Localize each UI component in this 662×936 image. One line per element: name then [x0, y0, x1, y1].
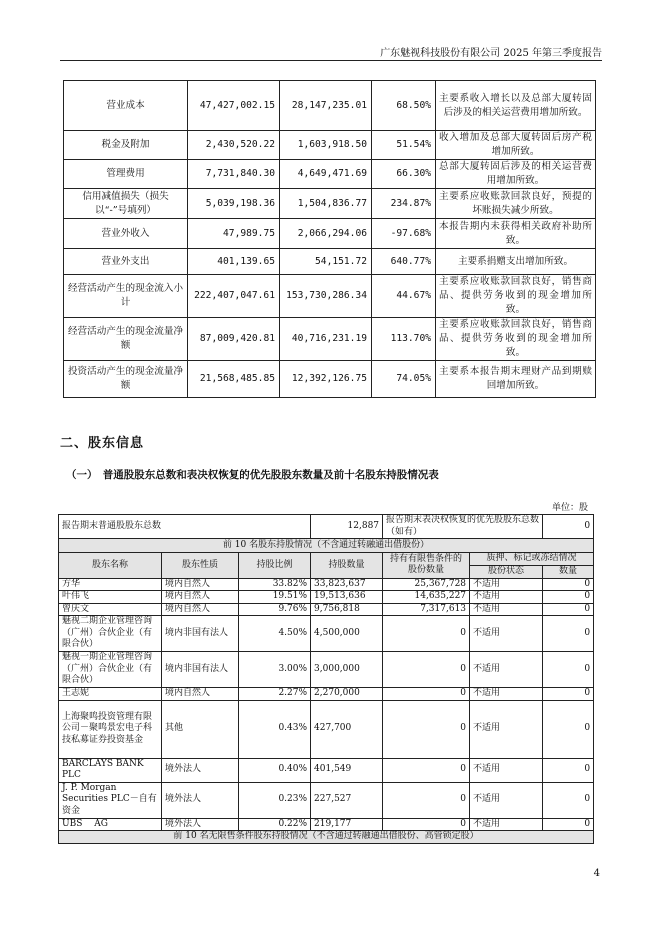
holder-nature: 境外法人: [162, 818, 239, 831]
current-value: 5,039,198.36: [188, 189, 280, 219]
current-value: 222,407,047.61: [188, 275, 280, 318]
change-percent: 113.70%: [372, 318, 436, 361]
holding-ratio: 9.76%: [239, 603, 311, 616]
prior-value: 4,649,471.69: [280, 160, 372, 189]
pledge-status: 不适用: [470, 758, 543, 782]
prior-value: 2,066,294.06: [280, 219, 372, 249]
col-status: 股份状态: [470, 566, 543, 579]
change-reason: 主要系应收账款回款良好，销售商品、提供劳务收到的现金增加所致。: [436, 275, 596, 318]
prior-value: 12,392,126.75: [280, 361, 372, 398]
item-name: 信用减值损失（损失以“-”号填列）: [64, 189, 188, 219]
change-reason: 本报告期内未获得相关政府补助所致。: [436, 219, 596, 249]
change-reason: 收入增加及总部大厦转固后房产税增加所致。: [436, 131, 596, 160]
holding-ratio: 0.23%: [239, 782, 311, 818]
restricted-count: 0: [383, 782, 470, 818]
col-pledge: 质押、标记或冻结情况: [470, 553, 594, 566]
item-name: 管理费用: [64, 160, 188, 189]
holding-count: 219,177: [311, 818, 383, 831]
top10-title-row: [59, 539, 594, 553]
change-reason-table: [63, 80, 596, 398]
change-reason: 主要系收入增长以及总部大厦转固后涉及的相关运营费用增加所致。: [436, 81, 596, 131]
holder-nature: 境内自然人: [162, 578, 239, 591]
total-holders-label: 报告期末普通股股东总数: [59, 515, 311, 539]
table-row: [64, 249, 596, 275]
holding-ratio: 0.43%: [239, 700, 311, 758]
restricted-count: 0: [383, 688, 470, 701]
table-row: [59, 700, 594, 758]
holding-ratio: 19.51%: [239, 591, 311, 604]
item-name: 经营活动产生的现金流入小计: [64, 275, 188, 318]
summary-row: [59, 515, 594, 539]
pledge-status: 不适用: [470, 603, 543, 616]
holder-nature: 境内自然人: [162, 603, 239, 616]
total-holders-value: 12,887: [311, 515, 383, 539]
holding-count: 4,500,000: [311, 616, 383, 652]
holder-name: 曾庆文: [59, 603, 162, 616]
top10-title: 前 10 名股东持股情况（不含通过转融通出借股份）: [59, 539, 594, 553]
section-title: 二、股东信息: [60, 436, 145, 451]
table-row: [59, 782, 594, 818]
pledge-status: 不适用: [470, 616, 543, 652]
change-reason: 主要系应收账款回款良好，预提的坏账损失减少所致。: [436, 189, 596, 219]
col-count: 持股数量: [311, 553, 383, 579]
holding-ratio: 2.27%: [239, 688, 311, 701]
prior-value: 28,147,235.01: [280, 81, 372, 131]
holding-count: 3,000,000: [311, 652, 383, 688]
restricted-count: 0: [383, 700, 470, 758]
current-value: 47,989.75: [188, 219, 280, 249]
unrestricted-title: 前 10 名无限售条件股东持股情况（不含通过转融通出借股份、高管锁定股）: [59, 831, 594, 844]
current-value: 87,009,420.81: [188, 318, 280, 361]
change-percent: 51.54%: [372, 131, 436, 160]
holder-name: BARCLAYS BANK PLC: [59, 758, 162, 782]
holder-nature: 其他: [162, 700, 239, 758]
holder-name: UBS AG: [59, 818, 162, 831]
holder-nature: 境外法人: [162, 782, 239, 818]
change-reason: 主要系捐赠支出增加所致。: [436, 249, 596, 275]
change-reason: 主要系本报告期末理财产品到期赎回增加所致。: [436, 361, 596, 398]
shareholder-table: [58, 514, 594, 844]
restricted-count: 0: [383, 652, 470, 688]
pledge-qty: 0: [543, 782, 594, 818]
preferred-holders-value: 0: [543, 515, 594, 539]
table-row: [64, 189, 596, 219]
holding-count: 227,527: [311, 782, 383, 818]
holder-name: 上海聚鸣投资管理有限公司－聚鸣景宏电子科技私募证券投资基金: [59, 700, 162, 758]
current-value: 401,139.65: [188, 249, 280, 275]
change-percent: 68.50%: [372, 81, 436, 131]
preferred-holders-label: 报告期末表决权恢复的优先股股东总数（如有）: [383, 515, 543, 539]
col-qty: 数量: [543, 566, 594, 579]
holder-name: 方华: [59, 578, 162, 591]
holding-ratio: 0.40%: [239, 758, 311, 782]
table-row: [64, 275, 596, 318]
col-restricted: 持有有限售条件的股份数量: [383, 553, 470, 579]
item-name: 营业外收入: [64, 219, 188, 249]
holder-nature: 境外法人: [162, 758, 239, 782]
table-row: [59, 818, 594, 831]
page-header: 广东魅视科技股份有限公司 2025 年第三季度报告: [380, 48, 602, 59]
table-row: [64, 160, 596, 189]
current-value: 7,731,840.30: [188, 160, 280, 189]
pledge-qty: 0: [543, 591, 594, 604]
holder-name: 魅视二期企业管理咨询（广州）合伙企业（有限合伙）: [59, 616, 162, 652]
pledge-status: 不适用: [470, 578, 543, 591]
table-row: [59, 578, 594, 591]
pledge-status: 不适用: [470, 652, 543, 688]
table-row: [64, 361, 596, 398]
holding-count: 2,270,000: [311, 688, 383, 701]
pledge-qty: 0: [543, 758, 594, 782]
restricted-count: 0: [383, 616, 470, 652]
table-row: [64, 219, 596, 249]
table-row: [64, 318, 596, 361]
page-number: 4: [593, 868, 600, 879]
pledge-status: 不适用: [470, 688, 543, 701]
table-row: [59, 688, 594, 701]
section-subtitle: （一） 普通股股东总数和表决权恢复的优先股股东数量及前十名股东持股情况表: [66, 469, 439, 481]
change-reason: 主要系应收账款回款良好，销售商品、提供劳务收到的现金增加所致。: [436, 318, 596, 361]
restricted-count: 7,317,613: [383, 603, 470, 616]
item-name: 税金及附加: [64, 131, 188, 160]
table-row: [64, 81, 596, 131]
pledge-status: 不适用: [470, 700, 543, 758]
item-name: 营业成本: [64, 81, 188, 131]
current-value: 2,430,520.22: [188, 131, 280, 160]
holding-count: 401,549: [311, 758, 383, 782]
holding-count: 33,823,637: [311, 578, 383, 591]
col-ratio: 持股比例: [239, 553, 311, 579]
current-value: 47,427,002.15: [188, 81, 280, 131]
col-nature: 股东性质: [162, 553, 239, 579]
unit-label: 单位：股: [551, 503, 588, 513]
item-name: 投资活动产生的现金流量净额: [64, 361, 188, 398]
table-row: [64, 131, 596, 160]
pledge-qty: 0: [543, 700, 594, 758]
change-percent: 234.87%: [372, 189, 436, 219]
change-percent: 74.05%: [372, 361, 436, 398]
pledge-qty: 0: [543, 578, 594, 591]
holding-ratio: 4.50%: [239, 616, 311, 652]
prior-value: 1,504,836.77: [280, 189, 372, 219]
prior-value: 40,716,231.19: [280, 318, 372, 361]
holder-nature: 境内非国有法人: [162, 616, 239, 652]
prior-value: 54,151.72: [280, 249, 372, 275]
pledge-qty: 0: [543, 603, 594, 616]
table-row: [59, 603, 594, 616]
change-reason: 总部大厦转固后涉及的相关运营费用增加所致。: [436, 160, 596, 189]
change-percent: 66.30%: [372, 160, 436, 189]
restricted-count: 0: [383, 758, 470, 782]
pledge-qty: 0: [543, 818, 594, 831]
holding-count: 19,513,636: [311, 591, 383, 604]
pledge-status: 不适用: [470, 818, 543, 831]
holder-name: 叶伟飞: [59, 591, 162, 604]
table-row: [59, 758, 594, 782]
holding-count: 9,756,818: [311, 603, 383, 616]
table-row: [59, 616, 594, 652]
holder-nature: 境内非国有法人: [162, 652, 239, 688]
holding-ratio: 0.22%: [239, 818, 311, 831]
change-percent: 640.77%: [372, 249, 436, 275]
col-name: 股东名称: [59, 553, 162, 579]
prior-value: 153,730,286.34: [280, 275, 372, 318]
header-rule: [60, 60, 602, 61]
table-row: [59, 652, 594, 688]
restricted-count: 25,367,728: [383, 578, 470, 591]
change-percent: -97.68%: [372, 219, 436, 249]
holding-ratio: 33.82%: [239, 578, 311, 591]
holder-name: 王志妮: [59, 688, 162, 701]
current-value: 21,568,485.85: [188, 361, 280, 398]
item-name: 营业外支出: [64, 249, 188, 275]
holder-nature: 境内自然人: [162, 688, 239, 701]
pledge-qty: 0: [543, 652, 594, 688]
pledge-qty: 0: [543, 688, 594, 701]
restricted-count: 0: [383, 818, 470, 831]
pledge-status: 不适用: [470, 782, 543, 818]
footer-title-row: [59, 831, 594, 844]
holder-name: 魅视一期企业管理咨询（广州）合伙企业（有限合伙）: [59, 652, 162, 688]
holding-ratio: 3.00%: [239, 652, 311, 688]
item-name: 经营活动产生的现金流量净额: [64, 318, 188, 361]
pledge-status: 不适用: [470, 591, 543, 604]
change-percent: 44.67%: [372, 275, 436, 318]
header-row-1: [59, 553, 594, 566]
restricted-count: 14,635,227: [383, 591, 470, 604]
prior-value: 1,603,918.50: [280, 131, 372, 160]
holder-name: J. P. Morgan Securities PLC－自有资金: [59, 782, 162, 818]
pledge-qty: 0: [543, 616, 594, 652]
holding-count: 427,700: [311, 700, 383, 758]
table-row: [59, 591, 594, 604]
holder-nature: 境内自然人: [162, 591, 239, 604]
